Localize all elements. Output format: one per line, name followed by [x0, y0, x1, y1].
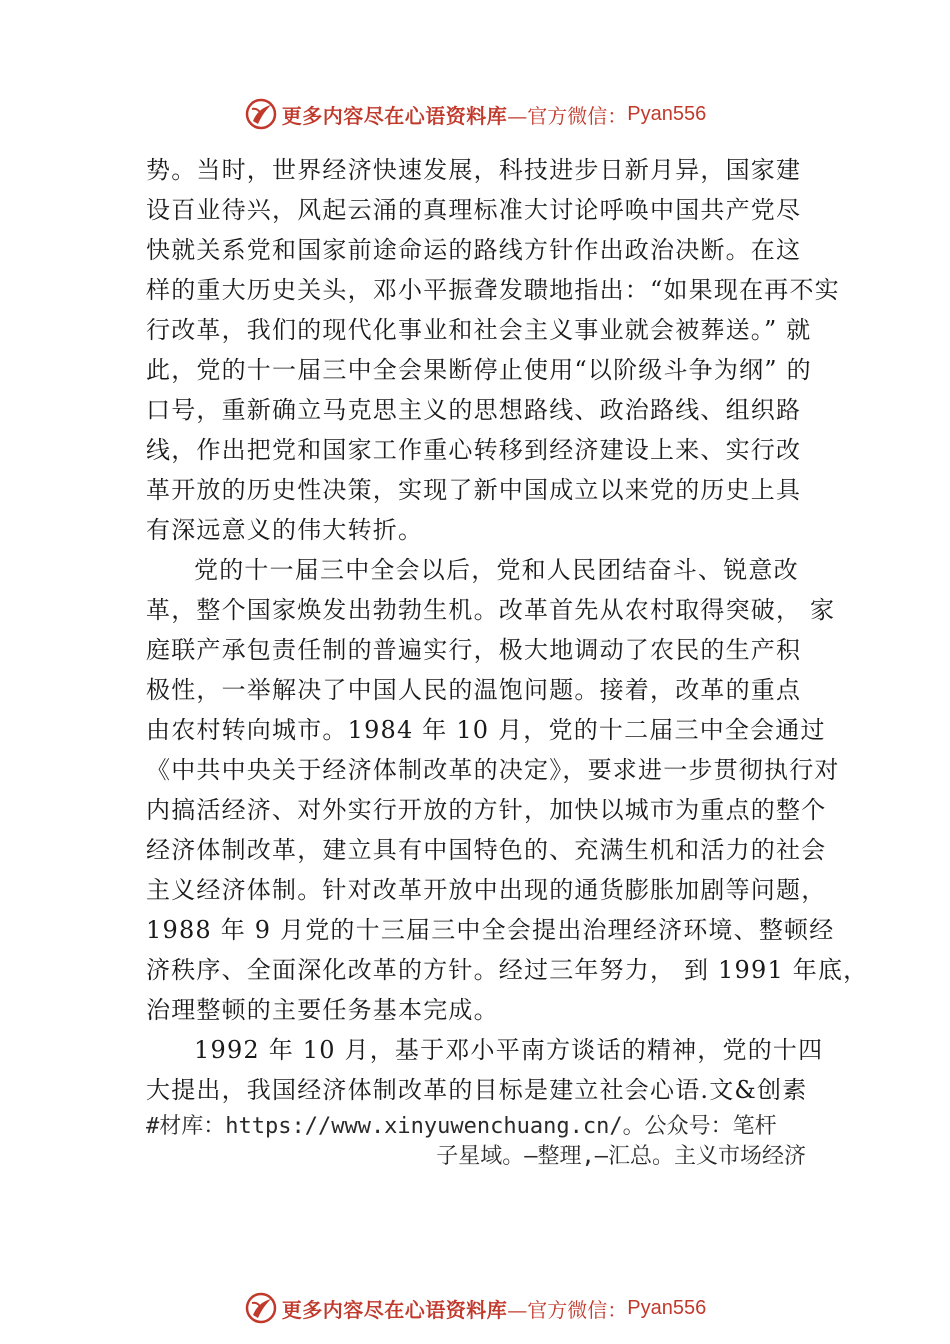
body-line: 快就关系党和国家前途命运的路线方针作出政治决断。在这 — [146, 236, 802, 264]
body-line: 革，整个国家焕发出勃勃生机。改革首先从农村取得突破， 家 — [146, 596, 836, 624]
header-sub-text: —官方微信： — [507, 103, 628, 128]
body-line: 济秩序、全面深化改革的方针。经过三年努力， 到 1991 年底， — [146, 956, 869, 984]
header-banner — [0, 94, 950, 134]
document-body — [146, 150, 869, 1172]
ribbon-logo-icon — [244, 97, 278, 131]
body-line: 经济体制改革，建立具有中国特色的、充满生机和活力的社会 — [146, 836, 827, 864]
body-line: 线，作出把党和国家工作重心转移到经济建设上来、实行改 — [146, 436, 802, 464]
body-line: 行改革，我们的现代化事业和社会主义事业就会被葬送。” 就 — [146, 316, 812, 344]
footer-banner — [0, 1288, 950, 1328]
footer-sub-text: —官方微信： — [507, 1297, 628, 1322]
ribbon-logo-icon — [244, 1291, 278, 1325]
body-line: 样的重大历史关头，邓小平振聋发聩地指出：“如果现在再不实 — [146, 276, 840, 304]
body-line: 此，党的十一届三中全会果断停止使用“以阶级斗争为纲” 的 — [146, 356, 812, 384]
body-line: 内搞活经济、对外实行开放的方针，加快以城市为重点的整个 — [146, 796, 827, 824]
body-line: 1988 年 9 月党的十三届三中全会提出治理经济环境、整顿经 — [146, 916, 835, 944]
body-line: 《中共中央关于经济体制改革的决定》，要求进一步贯彻执行对 — [146, 756, 840, 784]
body-line: 口号，重新确立马克思主义的思想路线、政治路线、组织路 — [146, 396, 802, 424]
body-line: 势。当时，世界经济快速发展，科技进步日新月异，国家建 — [146, 156, 802, 184]
body-line: 大提出，我国经济体制改革的目标是建立社会心语.文&创素 — [146, 1076, 808, 1104]
footer-brand-text: 更多内容尽在心语资料库 — [281, 1297, 508, 1322]
body-line: 极性，一举解决了中国人民的温饱问题。接着，改革的重点 — [146, 676, 802, 704]
watermark-line: 子星域。—整理,—汇总。主义市场经济 — [436, 1144, 806, 1169]
watermark-line: #材库：https://www.xinyuwenchuang.cn/。公众号：笔杆 — [146, 1114, 777, 1139]
header-handle-text: Pyan556 — [627, 102, 707, 125]
body-line: 由农村转向城市。1984 年 10 月，党的十二届三中全会通过 — [146, 716, 826, 744]
body-line: 有深远意义的伟大转折。 — [146, 516, 424, 544]
body-line-paragraph-start: 党的十一届三中全会以后，党和人民团结奋斗、锐意改 — [194, 556, 799, 584]
header-brand-text: 更多内容尽在心语资料库 — [281, 103, 508, 128]
body-line: 庭联产承包责任制的普遍实行，极大地调动了农民的生产积 — [146, 636, 802, 664]
body-line-paragraph-start: 1992 年 10 月，基于邓小平南方谈话的精神，党的十四 — [194, 1036, 824, 1064]
body-line: 革开放的历史性决策，实现了新中国成立以来党的历史上具 — [146, 476, 802, 504]
body-line: 设百业待兴，风起云涌的真理标准大讨论呼唤中国共产党尽 — [146, 196, 802, 224]
body-line: 治理整顿的主要任务基本完成。 — [146, 996, 499, 1024]
footer-handle-text: Pyan556 — [627, 1296, 707, 1319]
body-line: 主义经济体制。针对改革开放中出现的通货膨胀加剧等问题， — [146, 876, 827, 904]
